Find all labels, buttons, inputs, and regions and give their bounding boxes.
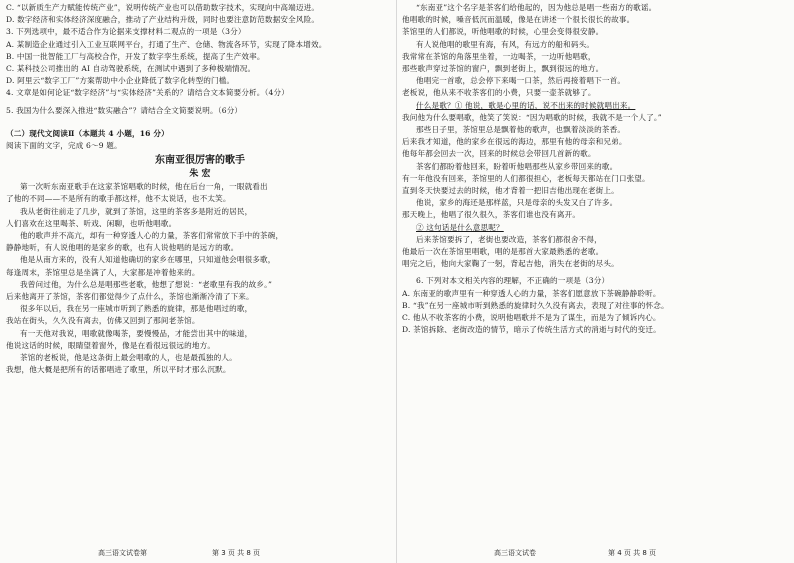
option-c: C. 他从不收茶客的小费，说明他唱歌并不是为了谋生，而是为了倾诉内心。 [402,313,661,323]
article-body [6,181,394,376]
option-b: B. “我”在另一座城市听到熟悉的旋律时久久没有离去，表现了对往事的怀念。 [402,300,669,310]
body-line: 有一天他对我说，唱歌就像喝茶，要慢慢品，才能尝出其中的味道， [20,328,253,338]
section-instruction: 阅读下面的文字，完成 6～9 题。 [6,141,122,151]
body-line: 他唱歌的时候，嗓音低沉而温暖，像是在讲述一个很长很长的故事。 [402,15,635,25]
page-divider [396,0,397,563]
question-6-stem: 6. 下列对本文相关内容的理解，不正确的一项是（3分） [416,276,610,286]
body-line: 他说，家乡的海还是那样蓝，只是母亲的头发又白了许多。 [416,198,618,208]
body-line: 我曾问过他，为什么总是唱那些老歌，他想了想说：“老歌里有我的故乡。” [20,279,273,289]
body-line: 那些日子里，茶馆里总是飘着他的歌声，也飘着淡淡的茶香。 [416,125,626,135]
body-line: 有一年他没有回来，茶馆里的人们都很担心，老板每天都站在门口张望。 [402,173,650,183]
body-line: 每逢周末，茶馆里总是坐满了人，大家都是冲着他来的。 [6,267,200,277]
body-line: 人们喜欢在这里喝茶、听戏、闲聊，也听他唱歌。 [6,218,177,228]
body-line: 后来我才知道，他的家乡在很远的海边，那里有他的母亲和兄弟。 [402,137,627,147]
body-line: 他最后一次在茶馆里唱歌，唱的是那首大家最熟悉的老歌。 [402,247,604,257]
body-line: 他唱完一首歌，总会停下来喝一口茶，然后再接着唱下一首。 [416,76,626,86]
left-page-lines [6,2,394,117]
body-line: 后来茶馆要拆了，老街也要改造，茶客们都很舍不得， [416,234,602,244]
body-line: 我从老街往前走了几步，就到了茶馆，这里的茶客多是附近的居民， [20,206,253,216]
text-line: D. 数字经济和实体经济深度融合，推动了产业结构升级，同时也要注意防范数据安全风险。 [6,15,320,25]
body-line: 有人说他唱的歌里有海，有风，有远方的船和码头。 [416,39,595,49]
section-heading: （二）现代文阅读Ⅱ（本题共 4 小题，16 分） [6,128,169,138]
question-5: 5. 我国为什么要深入推进“数实融合”？请结合全文简要说明。（6分） [6,105,243,115]
body-line: 我常常在茶馆的角落里坐着，一边喝茶，一边听他唱歌， [402,51,596,61]
body-line: 老板说，他从来不收茶客们的小费，只要一壶茶就够了。 [402,88,596,98]
body-line: 那天晚上，他唱了很久很久，茶客们谁也没有离开。 [402,210,581,220]
body-line: 他的歌声并不高亢，却有一种穿透人心的力量，茶客们常常放下手中的茶碗， [20,231,284,241]
article-author: 朱 宏 [189,169,211,180]
option-c: C. 某科技公司推出的 AI 自动驾驶系统，在测试中遇到了多种极端情况。 [6,64,256,74]
footer-page-number: 第 3 页 共 8 页 [212,549,261,557]
question-6-block [402,275,790,336]
body-line: 茶馆的老板说，他是这条街上最会唱歌的人，也是最孤独的人。 [20,353,237,363]
question-stem: 3. 下列选项中，最不适合作为论据来支撑材料二观点的一项是（3分） [6,27,246,37]
footer-page-number: 第 4 页 共 8 页 [608,549,657,557]
text-line: C. “以新质生产力赋能传统产业”，说明传统产业也可以借助数字技术，实现向中高端迈进。 [6,3,320,12]
body-line: 第一次听东南亚歌手在这家茶馆唱歌的时候，他在后台一角，一眼就看出 [20,182,268,192]
body-line: 唱完之后，他向大家鞠了一躬，背起吉他，消失在老街的尽头。 [402,259,619,269]
body-line-marked: ② 这句话是什么意思呢？ [416,222,504,232]
body-line: 他说这话的时候，眼睛望着窗外，像是在看很远很远的地方。 [6,340,216,350]
body-line: 他是从南方来的，没有人知道他确切的家乡在哪里，只知道他会唱很多歌， [20,255,276,265]
footer-exam-name: 高三语文试卷第 [98,549,147,557]
body-line: 茶客们都盼着他回来，盼着听他唱那些从家乡带回来的歌。 [416,161,618,171]
footer-exam-name: 高三语文试卷 [494,549,536,557]
body-line: “东南亚”这个名字是茶客们给他起的，因为他总是唱一些南方的歌谣。 [416,3,657,12]
body-line: 我站在街头，久久没有离去，仿佛又回到了那间老茶馆。 [6,316,200,326]
left-page-footer [6,547,394,559]
option-b: B. 中国一批智能工厂与高校合作，开发了数字孪生系统，提高了生产效率。 [6,51,265,61]
right-page-lines [402,2,790,270]
body-line: 我想，他大概是把所有的话都唱进了歌里，所以平时才那么沉默。 [6,365,231,375]
option-a: A. 某制造企业通过引入工业互联网平台，打通了生产、仓储、物流各环节，实现了降本增效。 [6,39,327,49]
body-line: 茶馆里的人们都说，听他唱歌的时候，心里会变得很安静。 [402,27,604,37]
body-line: 直到冬天快要过去的时候，他才背着一把旧吉他出现在老街上。 [402,186,619,196]
option-d: D. 茶馆拆除、老街改造的情节，暗示了传统生活方式的消逝与时代的变迁。 [402,325,661,335]
body-line: 了他的不同——不是所有的歌手都这样，他不太说话，也不太笑。 [6,194,231,204]
article-title: 东南亚很厉害的歌手 [155,155,245,167]
right-page-footer [402,547,790,559]
body-line: 很多年以后，我在另一座城市听到了熟悉的旋律，那是他唱过的歌， [20,304,253,314]
option-d: D. 阿里云“数字工厂”方案帮助中小企业降低了数字化转型的门槛。 [6,76,235,86]
body-line: 静静地听，有人说他唱的是家乡的歌，也有人说他唱的是远方的歌。 [6,243,239,253]
body-line: 我问他为什么要唱歌，他笑了笑说：“因为唱歌的时候，我就不是一个人了。” [402,112,662,122]
body-line-marked: 什么是歌？① 他说，歌是心里的话，说不出来的时候就唱出来。 [416,100,636,110]
question-4: 4. 文章是如何论证“数字经济”与“实体经济”关系的？请结合文本简要分析。（4分） [6,88,289,98]
left-page [6,2,394,561]
right-page [402,2,790,561]
body-line: 他每年都会回去一次，回来的时候总会带回几首新的歌。 [402,149,596,159]
option-a: A. 东南亚的歌声里有一种穿透人心的力量，茶客们愿意放下茶碗静静聆听。 [402,288,661,298]
body-line: 那些歌声穿过茶馆的窗户，飘到老街上，飘到很远的地方。 [402,64,604,74]
body-line: 后来他离开了茶馆，茶客们都觉得少了点什么，茶馆也渐渐冷清了下来。 [6,292,254,302]
